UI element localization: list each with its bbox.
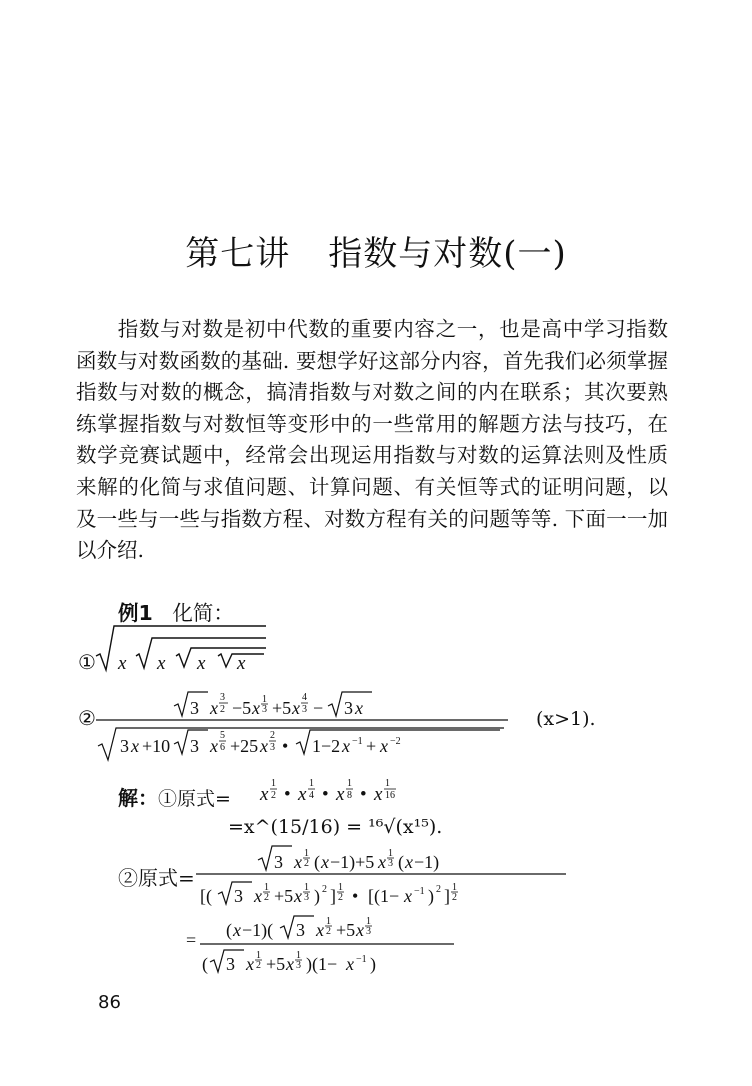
svg-text:+5: +5	[272, 698, 292, 718]
svg-text:x: x	[292, 698, 300, 718]
svg-text:)(1−: )(1−	[306, 954, 338, 974]
svg-text:x: x	[294, 852, 302, 872]
svg-text:3: 3	[304, 892, 309, 903]
solution1-line2: =x^(15/16) = ¹⁶√(x¹⁵).	[228, 816, 443, 838]
solution-label: 解：	[118, 786, 158, 810]
svg-text:+10: +10	[142, 736, 171, 756]
svg-text:x: x	[342, 736, 350, 756]
item1-x1: x	[118, 653, 127, 674]
svg-text:4: 4	[302, 692, 307, 703]
svg-text:•: •	[360, 784, 367, 805]
svg-text:=: =	[186, 930, 197, 950]
svg-text:1: 1	[326, 916, 331, 927]
svg-text:−1): −1)	[414, 852, 440, 872]
svg-text:x: x	[246, 954, 254, 974]
svg-text:1: 1	[309, 778, 314, 789]
svg-text:+25: +25	[230, 736, 259, 756]
chapter-title	[0, 226, 752, 275]
svg-text:2: 2	[338, 892, 343, 903]
svg-text:1−2: 1−2	[312, 736, 341, 756]
svg-text:1: 1	[347, 778, 352, 789]
svg-text:3: 3	[234, 886, 243, 906]
svg-text:3: 3	[302, 704, 307, 715]
solution1-marker: ①	[158, 788, 178, 810]
svg-text:1: 1	[256, 950, 261, 961]
svg-text:x: x	[380, 736, 388, 756]
svg-text:1: 1	[338, 882, 343, 893]
svg-text:2: 2	[256, 960, 261, 971]
item1-marker: ①	[78, 650, 96, 674]
svg-text:16: 16	[385, 790, 395, 801]
svg-text:1: 1	[304, 882, 309, 893]
svg-text:x: x	[210, 698, 218, 718]
svg-text:•: •	[284, 784, 291, 805]
svg-text:x: x	[254, 886, 262, 906]
svg-text:): )	[428, 886, 434, 906]
svg-text:x: x	[321, 852, 329, 872]
svg-text:−1)(: −1)(	[242, 920, 274, 940]
svg-text:x: x	[316, 920, 324, 940]
svg-text:3: 3	[226, 954, 235, 974]
svg-text:x: x	[233, 920, 241, 940]
svg-text:x: x	[355, 698, 363, 718]
svg-text:3: 3	[366, 926, 371, 937]
item1-x2: x	[157, 653, 166, 674]
svg-text:x: x	[294, 886, 302, 906]
svg-text:−1: −1	[414, 886, 425, 897]
intro-text: 指数与对数是初中代数的重要内容之一，也是高中学习指数函数与对数函数的基础. 要想学好这部分内容，首先我们必须掌握指数与对数的概念，搞清指数与对数之间的内在联系；其次要熟练掌握指数与对数恒等变形中的一些常用的解题方法与技巧，在数学竞赛试题中，经常会出现运用指数与对数的运算法则及性质来解的化简与求值问题、计算问题、有关恒等式的证明问题，以及一些与一些与指数方程、对数方程有关的问题等等. 下面一一加以介绍.	[76, 317, 668, 563]
svg-text:5: 5	[220, 730, 225, 741]
svg-text:•: •	[352, 886, 359, 906]
svg-text:x: x	[210, 736, 218, 756]
svg-text:2: 2	[264, 892, 269, 903]
svg-text:8: 8	[347, 790, 352, 801]
svg-text:[(: [(	[200, 886, 212, 906]
svg-text:+5: +5	[266, 954, 286, 974]
svg-text:x: x	[356, 920, 364, 940]
svg-text:x: x	[298, 784, 307, 805]
svg-text:3: 3	[296, 960, 301, 971]
svg-text:1: 1	[385, 778, 390, 789]
svg-text:2: 2	[452, 892, 457, 903]
svg-text:−1: −1	[356, 954, 367, 965]
svg-text:x: x	[260, 736, 268, 756]
svg-text:x: x	[131, 736, 139, 756]
intro-paragraph	[76, 314, 668, 567]
svg-text:2: 2	[326, 926, 331, 937]
svg-text:x: x	[346, 954, 354, 974]
example-label: 例1	[118, 601, 153, 625]
svg-text:[(1−: [(1−	[368, 886, 400, 906]
solution2-fractions	[186, 840, 576, 980]
svg-text:3: 3	[270, 742, 275, 753]
solution2-prefix: 原式=	[138, 866, 195, 890]
svg-text:2: 2	[322, 884, 327, 895]
item1-nested-radicals	[96, 622, 276, 674]
svg-text:3: 3	[274, 852, 283, 872]
svg-text:3: 3	[190, 736, 199, 756]
page-number: 86	[98, 992, 121, 1013]
svg-text:3: 3	[190, 698, 199, 718]
solution1-line1	[118, 782, 231, 811]
svg-text:3: 3	[344, 698, 353, 718]
svg-text:(: (	[226, 920, 232, 940]
svg-text:1: 1	[388, 848, 393, 859]
svg-text:2: 2	[220, 704, 225, 715]
svg-text:(: (	[398, 852, 404, 872]
svg-text:1: 1	[296, 950, 301, 961]
item1-x3: x	[197, 653, 206, 674]
svg-text:x: x	[405, 852, 413, 872]
svg-text:2: 2	[271, 790, 276, 801]
svg-text:•: •	[282, 736, 289, 756]
svg-text:1: 1	[304, 848, 309, 859]
svg-text:6: 6	[220, 742, 225, 753]
item1-x4: x	[237, 653, 246, 674]
svg-text:+5: +5	[336, 920, 356, 940]
solution2-marker: ②	[118, 866, 138, 890]
svg-text:1: 1	[262, 694, 267, 705]
solution2-head	[118, 862, 195, 891]
svg-text:3: 3	[388, 858, 393, 869]
svg-text:x: x	[374, 784, 383, 805]
svg-text:(: (	[202, 954, 208, 974]
svg-text:3: 3	[120, 736, 129, 756]
svg-text:x: x	[378, 852, 386, 872]
svg-text:−2: −2	[390, 736, 401, 747]
svg-text:+: +	[366, 736, 377, 756]
example-task: 化简：	[172, 601, 234, 625]
svg-text:]: ]	[330, 886, 336, 906]
svg-text:x: x	[404, 886, 412, 906]
svg-text:−5: −5	[232, 698, 252, 718]
svg-text:1: 1	[452, 882, 457, 893]
svg-text:−1: −1	[352, 736, 363, 747]
svg-text:1: 1	[264, 882, 269, 893]
svg-text:1: 1	[271, 778, 276, 789]
svg-text:x: x	[336, 784, 345, 805]
svg-text:x: x	[286, 954, 294, 974]
svg-text:4: 4	[309, 790, 314, 801]
svg-text:3: 3	[220, 692, 225, 703]
item2-fraction	[96, 686, 516, 766]
svg-text:x: x	[252, 698, 260, 718]
svg-text:•: •	[322, 784, 329, 805]
svg-text:3: 3	[296, 920, 305, 940]
svg-text:1: 1	[366, 916, 371, 927]
item2-condition: (x>1).	[536, 708, 596, 730]
svg-text:+5: +5	[274, 886, 294, 906]
lecture-topic: 指数与对数(一)	[328, 234, 567, 274]
svg-text:): )	[314, 886, 320, 906]
item2-marker: ②	[78, 706, 96, 730]
svg-text:−: −	[313, 698, 324, 718]
solution1-prefix: 原式=	[177, 788, 231, 810]
svg-text:3: 3	[262, 704, 267, 715]
svg-text:x: x	[260, 784, 269, 805]
solution1-product	[260, 774, 490, 808]
svg-text:−1)+5: −1)+5	[330, 852, 375, 872]
svg-text:2: 2	[436, 884, 441, 895]
svg-text:2: 2	[270, 730, 275, 741]
svg-text:(: (	[314, 852, 320, 872]
lecture-number: 第七讲	[185, 234, 291, 274]
svg-text:2: 2	[304, 858, 309, 869]
svg-text:): )	[370, 954, 376, 974]
svg-text:]: ]	[444, 886, 450, 906]
